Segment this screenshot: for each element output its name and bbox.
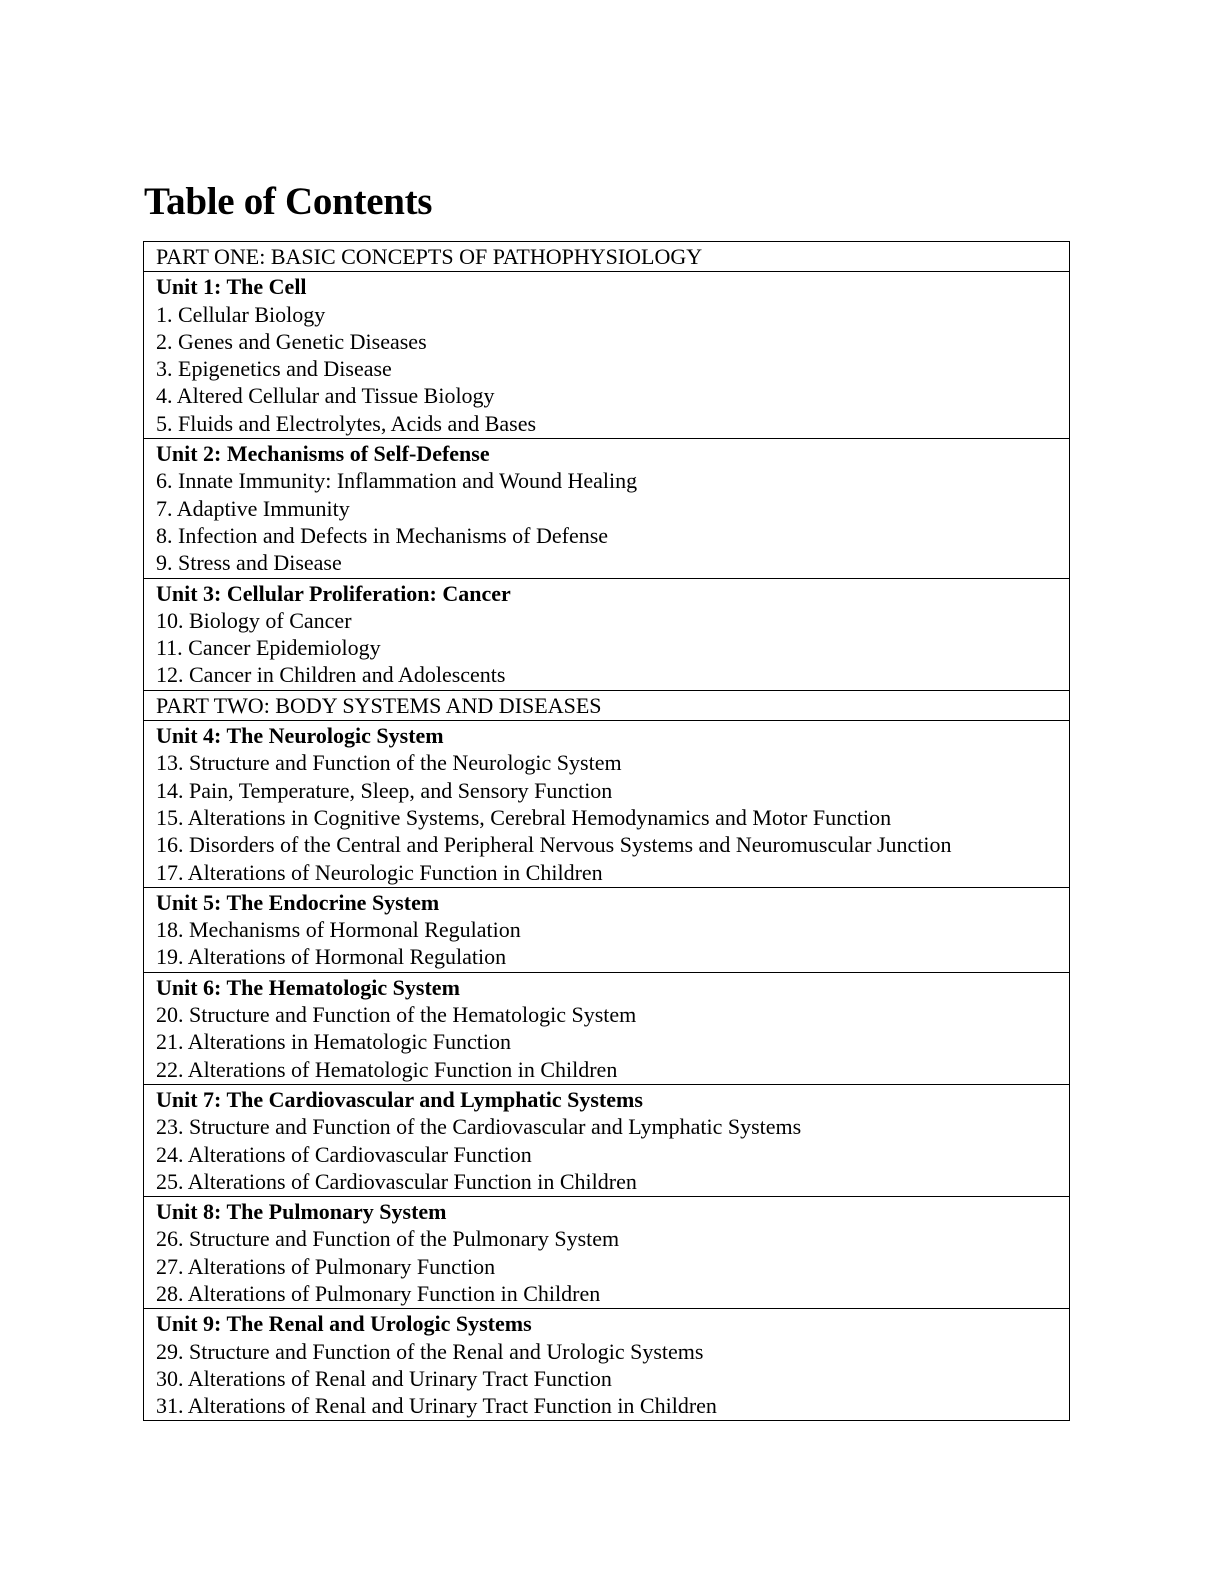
chapter-item: 9. Stress and Disease bbox=[156, 550, 342, 576]
unit-heading: Unit 7: The Cardiovascular and Lymphatic Systems bbox=[156, 1086, 643, 1112]
chapter-item: 1. Cellular Biology bbox=[156, 301, 326, 327]
unit-row bbox=[144, 1308, 1069, 1420]
unit-row bbox=[144, 438, 1069, 577]
chapter-item: 19. Alterations of Hormonal Regulation bbox=[156, 944, 507, 970]
chapter-item: 11. Cancer Epidemiology bbox=[156, 635, 381, 661]
chapter-item: 2. Genes and Genetic Diseases bbox=[156, 328, 427, 354]
unit-row bbox=[144, 271, 1069, 438]
chapter-item: 27. Alterations of Pulmonary Function bbox=[156, 1253, 496, 1279]
table-of-contents bbox=[143, 241, 1070, 1421]
chapter-item: 13. Structure and Function of the Neurologic System bbox=[156, 750, 622, 776]
chapter-item: 3. Epigenetics and Disease bbox=[156, 356, 392, 382]
unit-heading: Unit 9: The Renal and Urologic Systems bbox=[156, 1311, 532, 1337]
chapter-item: 15. Alterations in Cognitive Systems, Cerebral Hemodynamics and Motor Function bbox=[156, 804, 892, 830]
unit-row bbox=[144, 887, 1069, 972]
part-row bbox=[144, 690, 1069, 720]
chapter-item: 21. Alterations in Hematologic Function bbox=[156, 1029, 512, 1055]
unit-row bbox=[144, 1196, 1069, 1308]
chapter-item: 25. Alterations of Cardiovascular Function in Children bbox=[156, 1168, 637, 1194]
chapter-item: 28. Alterations of Pulmonary Function in Children bbox=[156, 1280, 601, 1306]
chapter-item: 12. Cancer in Children and Adolescents bbox=[156, 662, 506, 688]
part-row bbox=[144, 242, 1069, 271]
unit-row bbox=[144, 972, 1069, 1084]
part-heading: PART TWO: BODY SYSTEMS AND DISEASES bbox=[156, 692, 602, 718]
unit-heading: Unit 1: The Cell bbox=[156, 274, 307, 300]
chapter-item: 26. Structure and Function of the Pulmonary System bbox=[156, 1226, 620, 1252]
chapter-item: 8. Infection and Defects in Mechanisms of Defense bbox=[156, 522, 609, 548]
page-title: Table of Contents bbox=[144, 180, 433, 223]
chapter-item: 24. Alterations of Cardiovascular Function bbox=[156, 1141, 532, 1167]
chapter-item: 31. Alterations of Renal and Urinary Tract Function in Children bbox=[156, 1393, 717, 1419]
chapter-item: 18. Mechanisms of Hormonal Regulation bbox=[156, 917, 521, 943]
chapter-item: 17. Alterations of Neurologic Function in Children bbox=[156, 859, 603, 885]
chapter-item: 10. Biology of Cancer bbox=[156, 607, 352, 633]
unit-heading: Unit 6: The Hematologic System bbox=[156, 974, 460, 1000]
unit-row bbox=[144, 1084, 1069, 1196]
unit-heading: Unit 3: Cellular Proliferation: Cancer bbox=[156, 580, 511, 606]
chapter-item: 4. Altered Cellular and Tissue Biology bbox=[156, 383, 495, 409]
chapter-item: 29. Structure and Function of the Renal and Urologic Systems bbox=[156, 1338, 704, 1364]
unit-heading: Unit 4: The Neurologic System bbox=[156, 723, 444, 749]
part-heading: PART ONE: BASIC CONCEPTS OF PATHOPHYSIOLOGY bbox=[156, 244, 703, 269]
chapter-item: 7. Adaptive Immunity bbox=[156, 495, 350, 521]
chapter-item: 30. Alterations of Renal and Urinary Tract Function bbox=[156, 1365, 612, 1391]
unit-heading: Unit 5: The Endocrine System bbox=[156, 889, 440, 915]
chapter-item: 5. Fluids and Electrolytes, Acids and Bases bbox=[156, 410, 537, 436]
unit-row bbox=[144, 578, 1069, 690]
chapter-item: 20. Structure and Function of the Hematologic System bbox=[156, 1002, 637, 1028]
unit-heading: Unit 8: The Pulmonary System bbox=[156, 1199, 447, 1225]
chapter-item: 23. Structure and Function of the Cardiovascular and Lymphatic Systems bbox=[156, 1114, 802, 1140]
chapter-item: 14. Pain, Temperature, Sleep, and Sensory Function bbox=[156, 777, 613, 803]
unit-row bbox=[144, 720, 1069, 887]
chapter-item: 22. Alterations of Hematologic Function in Children bbox=[156, 1056, 618, 1082]
chapter-item: 6. Innate Immunity: Inflammation and Wound Healing bbox=[156, 468, 638, 494]
unit-heading: Unit 2: Mechanisms of Self-Defense bbox=[156, 441, 490, 467]
chapter-item: 16. Disorders of the Central and Peripheral Nervous Systems and Neuromuscular Junction bbox=[156, 832, 952, 858]
